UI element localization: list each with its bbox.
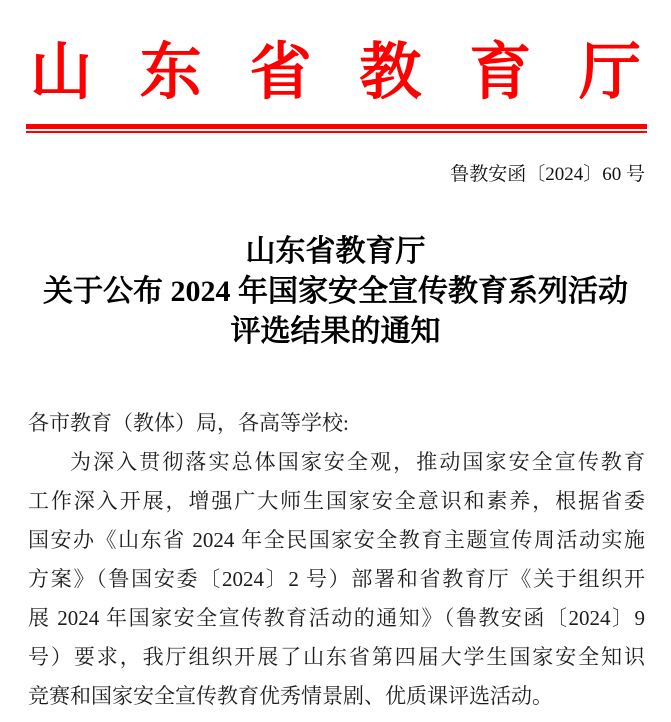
salutation: 各市教育（教体）局，各高等学校: xyxy=(28,411,349,435)
agency-name-char: 省 xyxy=(249,39,312,107)
document-number: 鲁教安函〔2024〕60 号 xyxy=(450,164,645,185)
agency-name-char: 育 xyxy=(469,39,532,107)
document-body xyxy=(28,404,645,716)
paragraph-line: 竞赛和国家安全宣传教育优秀情景剧、优质课评选活动。 xyxy=(28,684,553,708)
paragraph-line: 展 2024 年国家安全宣传教育活动的通知》（鲁教安函〔2024〕9 xyxy=(28,606,645,630)
paragraph-line: 号）要求，我厅组织开展了山东省第四届大学生国家安全知识 xyxy=(28,645,645,669)
letterhead-agency-name xyxy=(30,36,641,110)
letterhead-rule-thin xyxy=(26,131,647,133)
letterhead-rule xyxy=(26,124,647,133)
agency-name-char: 教 xyxy=(359,39,422,107)
document-title-line: 关于公布 2024 年国家安全宣传教育系列活动 xyxy=(43,275,628,308)
paragraph-line: 方案》（鲁国安委〔2024〕2 号）部署和省教育厅《关于组织开 xyxy=(28,567,645,591)
document-title-line: 评选结果的通知 xyxy=(230,315,441,348)
document-title-line: 山东省教育厅 xyxy=(245,235,426,268)
agency-name-char: 厅 xyxy=(578,39,641,107)
agency-name-char: 东 xyxy=(139,39,202,107)
document-title xyxy=(20,232,651,352)
paragraph-line: 国安办《山东省 2024 年全民国家安全教育主题宣传周活动实施 xyxy=(28,528,645,552)
paragraph-line: 工作深入开展，增强广大师生国家安全意识和素养，根据省委 xyxy=(28,489,645,513)
agency-name-char: 山 xyxy=(30,39,93,107)
paragraph-line: 为深入贯彻落实总体国家安全观，推动国家安全宣传教育 xyxy=(70,450,645,474)
